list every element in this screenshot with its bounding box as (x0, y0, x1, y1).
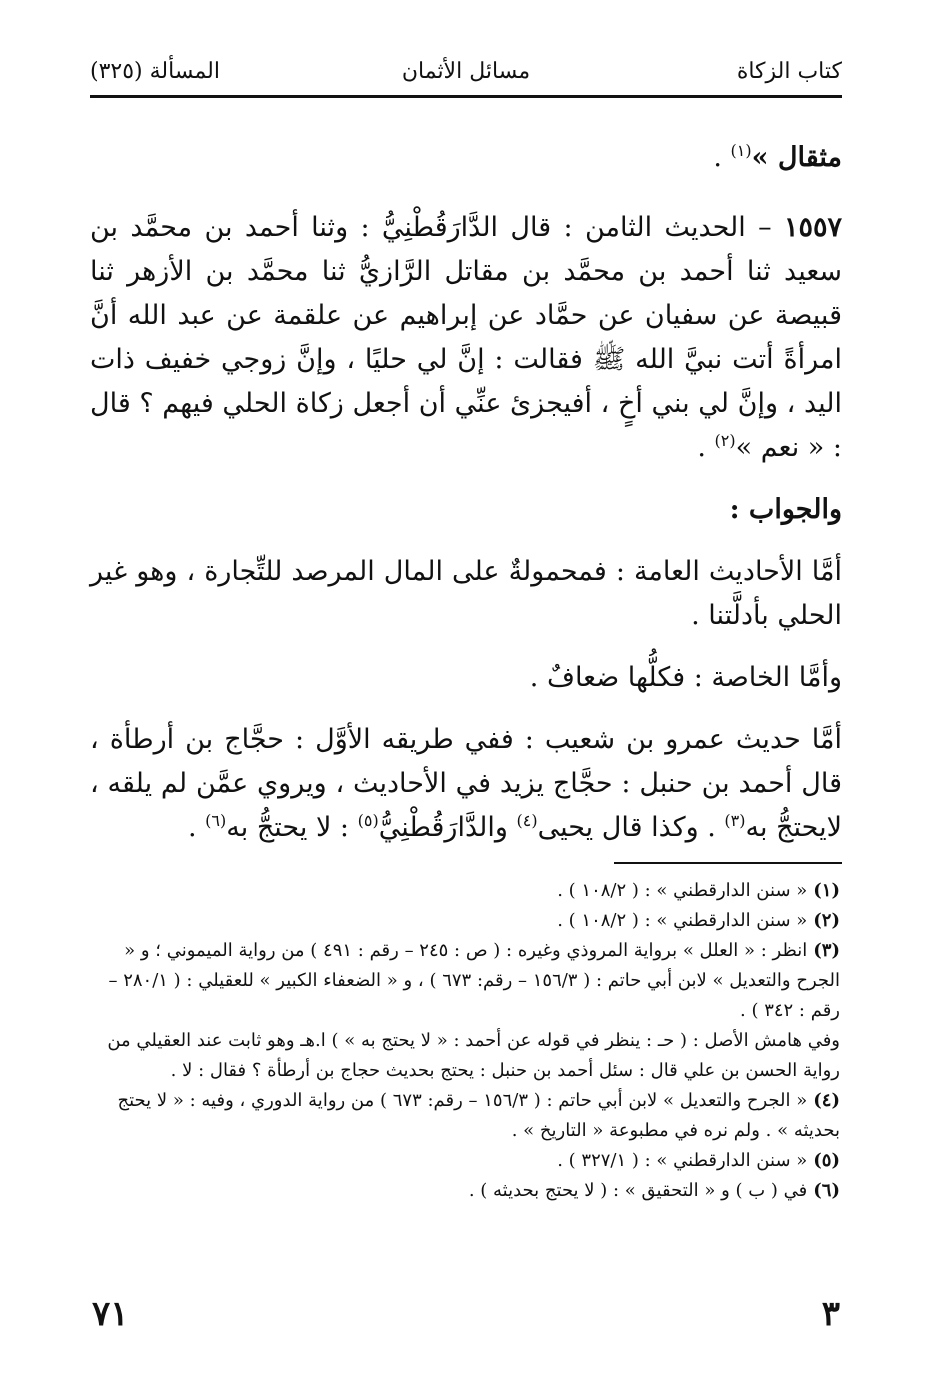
footnote-ref-3: (٣) (724, 811, 746, 830)
page-number: ٧١ (92, 1294, 129, 1334)
paragraph-amr-hadith: أمَّا حديث عمرو بن شعيب : ففي طريقه الأوَّل : حجَّاج بن أرطأة ، قال أحمد بن حنبل : حجَّاج يزيد في الأحاديث ، ويروي عمَّن لم يلقه ، لايحتجُّ به$^{(٣)}$ . وكذا قال يحيى$^{(٤)}$ والدَّارَقُطْنِيُّ$^{(٥)}$ : لا يحتجُّ به$^{(٦)}$ . (90, 724, 842, 843)
header-issue-number: المسألة (٣٢٥) (90, 58, 220, 84)
footnote-2: (٢)« سنن الدارقطني » : ( ١٠٨/٢ ) . (557, 910, 840, 931)
footnote-5: (٥)« سنن الدارقطني » : ( ٣٢٧/١ ) . (557, 1150, 840, 1171)
paragraph-general-hadiths: أمَّا الأحاديث العامة : فمحمولةٌ على المال المرصد للتِّجارة ، وهو غير الحلي بأدلَّتنا . (90, 556, 842, 631)
footnote-ref-6: (٦) (205, 811, 227, 830)
main-text (90, 136, 842, 868)
footnote-divider (614, 862, 842, 864)
footnote-1: (١)« سنن الدارقطني » : ( ١٠٨/٢ ) . (557, 880, 840, 901)
paragraph-specific-hadiths: وأمَّا الخاصة : فكلُّها ضعافٌ . (529, 662, 842, 693)
footnote-ref-2: (٢) (714, 431, 736, 450)
footnote-3: (٣)انظر : « العلل » برواية المروذي وغيره : ( ص : ٢٤٥ – رقم : ٤٩١ ) من رواية الميموني ؛ و « الجرح والتعديل » لابن أبي حاتم : ( ١٥٦/٣ – رقم: ٦٧٣ ) ، و « الضعفاء الكبير » للعقيلي : ( ٢٨٠/١ – رقم : ٣٤٢ ) . (108, 940, 840, 1021)
paragraph-answer-heading: والجواب : (729, 494, 842, 525)
footnote-3-margin-note: وفي هامش الأصل : ( حـ : ينظر في قوله عن أحمد : « لا يحتج به » ) ا.هـ وهو ثابت عند العقيلي من رواية الحسن بن علي قال : سئل أحمد بن حنبل : يحتج بحديث حجاج بن أرطأة ؟ فقال : لا . (107, 1030, 840, 1081)
page-header (90, 54, 842, 88)
footnote-6: (٦)في ( ب ) و « التحقيق » : ( لا يحتج بحديثه ) . (468, 1180, 840, 1201)
footnote-4: (٤)« الجرح والتعديل » لابن أبي حاتم : ( ١٥٦/٣ – رقم: ٦٧٣ ) من رواية الدوري ، وفيه : « لا يحتج بحديثه » . ولم نره في مطبوعة « التاريخ » . (117, 1090, 840, 1141)
footnote-ref-1: (١) (730, 141, 752, 160)
footnotes (92, 876, 840, 1206)
footnote-ref-5: (٥) (357, 811, 379, 830)
header-chapter-title: مسائل الأثمان (401, 58, 531, 84)
volume-number: ٣ (821, 1294, 840, 1334)
hadith-number: ١٥٥٧ (783, 212, 842, 243)
footnote-ref-4: (٤) (516, 811, 538, 830)
header-book-title: كتاب الزكاة (736, 58, 842, 84)
paragraph-continuation: مثقال »$^{(١)}$ . (713, 141, 842, 173)
paragraph-hadith-1557: ١٥٥٧ – الحديث الثامن : قال الدَّارَقُطْنِيُّ : وثنا أحمد بن محمَّد بن سعيد ثنا أحمد بن محمَّد بن مقاتل الرَّازيُّ ثنا محمَّد بن الأزهر ثنا قبيصة عن سفيان عن حمَّاد عن إبراهيم عن علقمة عن عبد الله أنَّ امرأةً أتت نبيَّ الله ﷺ فقالت : إنَّ لي حليًا ، وإنَّ زوجي خفيف ذات اليد ، وإنَّ لي بني أخٍ ، أفيجزئ عنِّي أن أجعل زكاة الحلي فيهم ؟ قال : « نعم »$^{(٢)}$ . (90, 212, 842, 463)
header-divider (90, 95, 842, 98)
